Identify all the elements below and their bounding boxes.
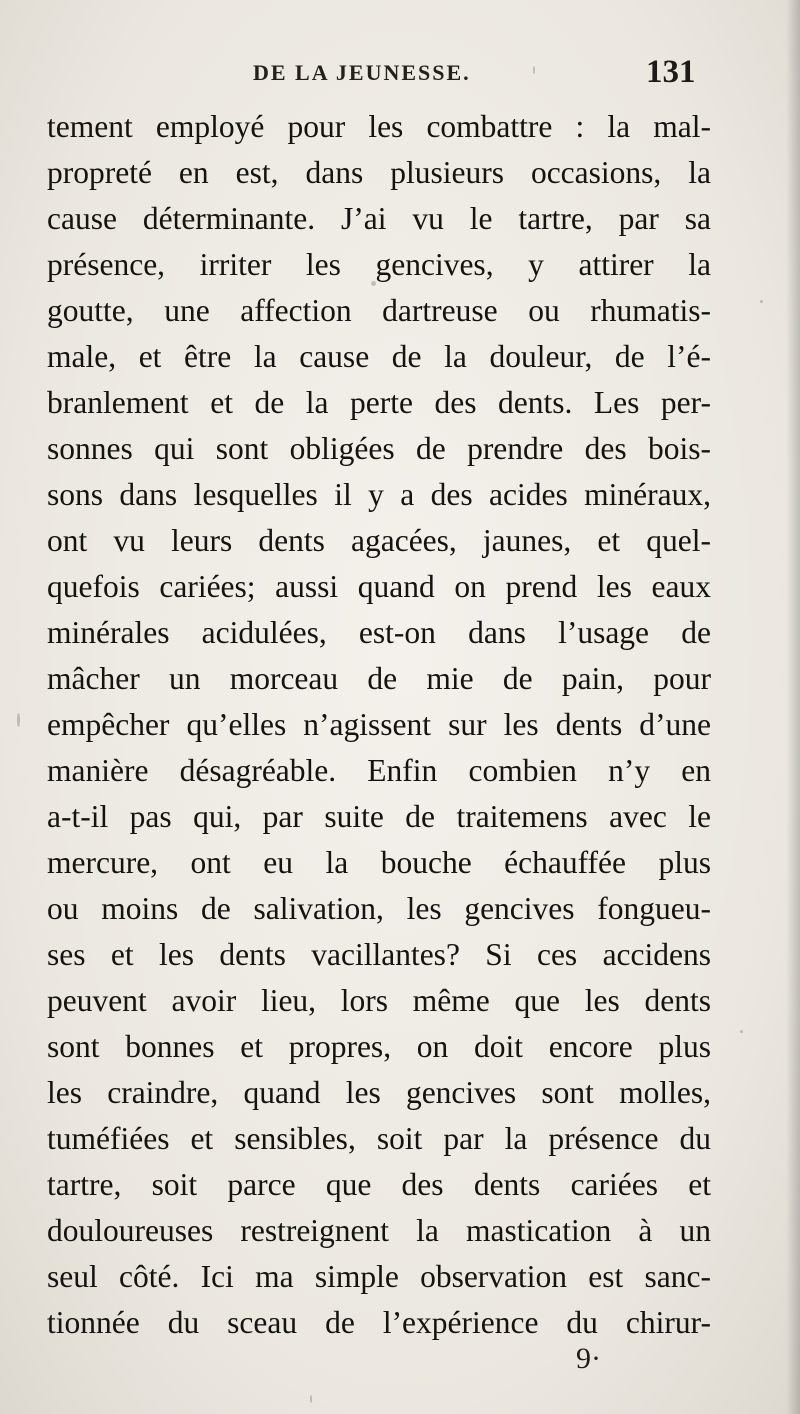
text-line: branlement et de la perte des dents. Les per- (47, 385, 711, 420)
paper-speck (310, 1395, 312, 1403)
text-line: quefois cariées; aussi quand on prend les eaux (47, 569, 711, 604)
paper-speck (533, 66, 535, 74)
text-line: ses et les dents vacillantes? Si ces accidens (47, 937, 711, 972)
text-line: sont bonnes et propres, on doit encore plus (47, 1029, 711, 1064)
text-line: goutte, une affection dartreuse ou rhumatis- (47, 293, 711, 328)
body-text (47, 104, 711, 1346)
text-line: cause déterminante. J’ai vu le tartre, par sa (47, 201, 711, 236)
text-line: tement employé pour les combattre : la mal- (47, 109, 711, 144)
text-line: douloureuses restreignent la mastication à un (47, 1213, 711, 1248)
text-line: a-t-il pas qui, par suite de traitemens avec le (47, 799, 711, 834)
page-number: 131 (646, 54, 696, 90)
text-line: male, et être la cause de la douleur, de l’é- (47, 339, 711, 374)
text-line: sons dans lesquelles il y a des acides minéraux, (47, 477, 711, 512)
text-line: seul côté. Ici ma simple observation est sanc- (47, 1259, 711, 1294)
text-line: les craindre, quand les gencives sont molles, (47, 1075, 711, 1110)
signature-mark: 9· (576, 1342, 601, 1375)
page-edge-shadow (786, 0, 800, 1414)
text-line: empêcher qu’elles n’agissent sur les dents d’une (47, 707, 711, 742)
paper-speck (740, 1030, 743, 1033)
paper-speck (17, 713, 20, 727)
page-header (0, 54, 800, 98)
text-line: minérales acidulées, est-on dans l’usage de (47, 615, 711, 650)
text-line: sonnes qui sont obligées de prendre des bois- (47, 431, 711, 466)
text-line: ou moins de salivation, les gencives fongueu- (47, 891, 711, 926)
text-line: ont vu leurs dents agacées, jaunes, et quel- (47, 523, 711, 558)
text-line: propreté en est, dans plusieurs occasions, la (47, 155, 711, 190)
text-line: mercure, ont eu la bouche échauffée plus (47, 845, 711, 880)
running-title: DE LA JEUNESSE. (253, 60, 471, 85)
text-line: peuvent avoir lieu, lors même que les dents (47, 983, 711, 1018)
text-line: présence, irriter les gencives, y attirer la (47, 247, 711, 282)
text-line: manière désagréable. Enfin combien n’y en (47, 753, 711, 788)
text-line: tuméfiées et sensibles, soit par la présence du (47, 1121, 711, 1156)
text-line: tartre, soit parce que des dents cariées et (47, 1167, 711, 1202)
paper-speck (371, 281, 376, 286)
text-line: mâcher un morceau de mie de pain, pour (47, 661, 711, 696)
text-line: tionnée du sceau de l’expérience du chirur- (47, 1305, 711, 1340)
paper-speck (760, 300, 763, 303)
